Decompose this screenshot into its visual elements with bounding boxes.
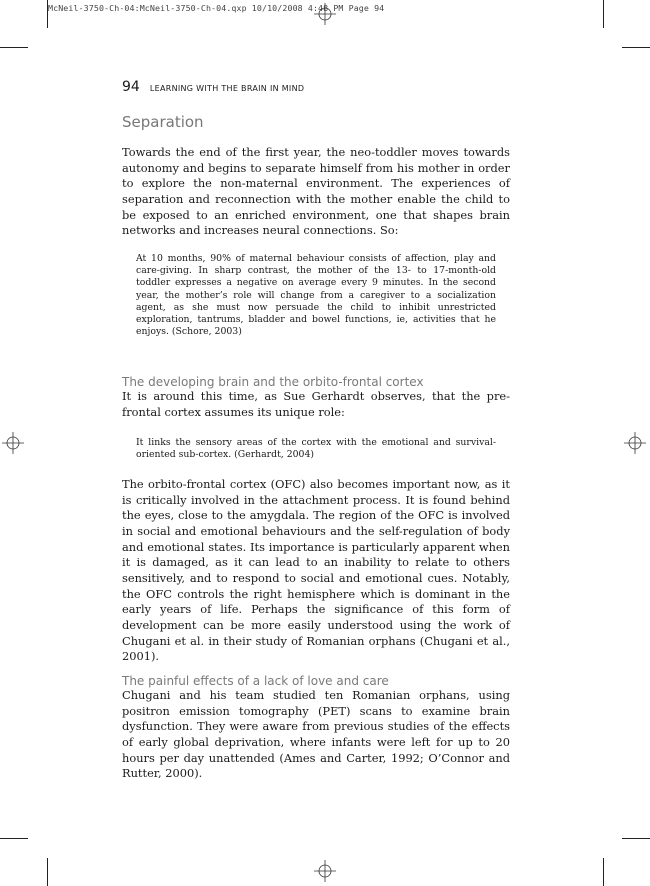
subsection-lack-of-love [122,674,510,782]
subsection-orbito-frontal [122,375,510,420]
running-head [122,76,510,95]
subsection-2-paragraph: Chugani and his team studied ten Romanian orphans, using positron emission tomography (PET) scans to examine brain dysfunction. They were aware from previous studies of the effects of early global deprivation, where infants were left for up to 20 hours per day unattended (Ames and Carter, 1992; O’Connor and Rutter, 2000). [122,688,510,781]
registration-mark-left-icon [2,432,24,454]
crop-mark-bottom-left-horizontal [0,838,28,839]
section-heading: Separation [122,113,204,131]
registration-mark-bottom-icon [314,860,336,882]
registration-mark-top-icon [314,3,336,25]
registration-mark-right-icon [624,432,646,454]
crop-mark-bottom-right-vertical [603,858,604,886]
running-head-title: LEARNING WITH THE BRAIN IN MIND [149,84,305,93]
block-quote-schore: At 10 months, 90% of maternal behaviour consists of affection, play and care-giving. In sharp contrast, the mother of the 13- to 17-month-old toddler expresses a negative on average every 9 minutes. In the second year, the mother’s role will change from a caregiver to a socialization agent, as she must now persuade the child to inhibit unrestricted exploration, tantrums, bladder and bowel functions, ie, activities that he enjoys. (Schore, 2003) [136,253,496,338]
crop-mark-top-left-horizontal [0,47,28,48]
subheading-painful-effects: The painful effects of a lack of love and care [122,674,389,688]
intro-paragraph: Towards the end of the first year, the neo-toddler moves towards autonomy and begins to separate himself from his mother in order to explore the non-maternal environment. The experiences of separation and reconnection with the mother enable the child to be exposed to an enriched environment, one that shapes brain networks and increases neural connections. So: [122,145,510,238]
crop-mark-bottom-right-horizontal [622,838,650,839]
crop-mark-bottom-left-vertical [47,858,48,886]
subheading-developing-brain: The developing brain and the orbito-frontal cortex [122,375,424,389]
print-slug: McNeil-3750-Ch-04:McNeil-3750-Ch-04.qxp 10/10/2008 4:48 PM Page 94 [48,3,385,13]
subsection-1-paragraph: It is around this time, as Sue Gerhardt observes, that the pre-frontal cortex assumes its unique role: [122,389,510,419]
crop-mark-top-right-horizontal [622,47,650,48]
page-number: 94 [122,79,140,95]
block-quote-gerhardt: It links the sensory areas of the cortex with the emotional and survival-oriented sub-cortex. (Gerhardt, 2004) [136,437,496,461]
crop-mark-top-right-vertical [603,0,604,28]
crop-mark-top-left-vertical [47,0,48,28]
ofc-paragraph: The orbito-frontal cortex (OFC) also becomes important now, as it is critically involved in the attachment process. It is found behind the eyes, close to the amygdala. The region of the OFC is involved in social and emotional behaviours and the self-regulation of body and emotional states. Its importance is particularly apparent when it is damaged, as it can lead to an inability to relate to others sensitively, and to respond to social and emotional cues. Notably, the OFC controls the right hemisphere which is dominant in the early years of life. Perhaps the significance of this form of development can be more easily understood using the work of Chugani et al. in their study of Romanian orphans (Chugani et al., 2001). [122,477,510,664]
